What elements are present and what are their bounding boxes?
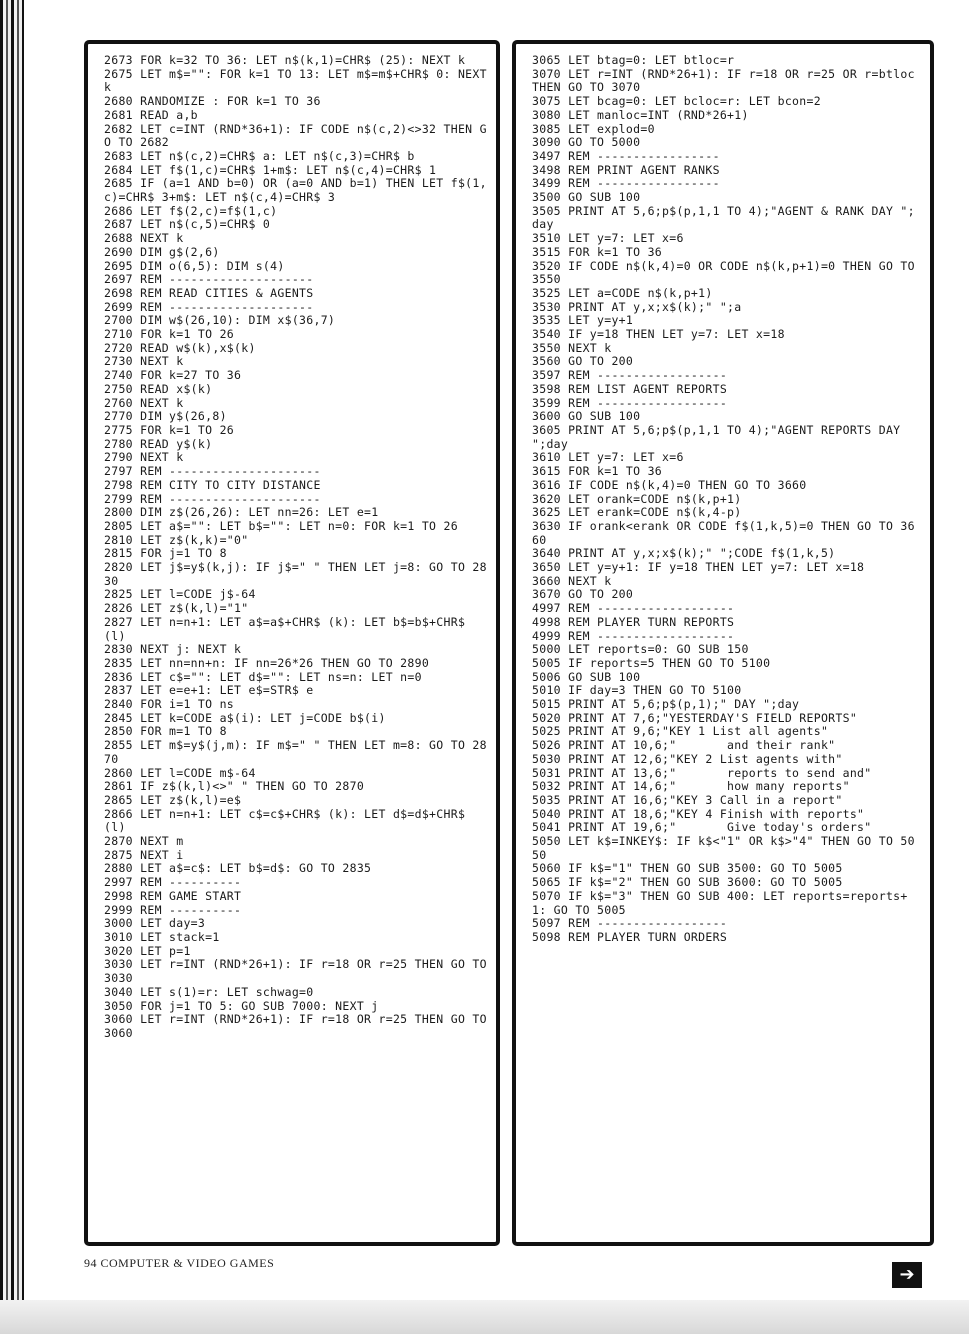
page-binding-edge xyxy=(0,0,24,1334)
page-bottom-edge xyxy=(0,1300,969,1334)
basic-code-left: 2673 FOR k=32 TO 36: LET n$(k,1)=CHR$ (25): NEXT k 2675 LET m$="": FOR k=1 TO 13: LET m$=m$+CHR$ 0: NEXT k 2680 RANDOMIZE : FOR k=1 TO 36 2681 READ a,b 2682 LET c=INT (RND*36+1): IF CODE n$(c,2)<>32 THEN GO TO 2682 2683 LET n$(c,2)=CHR$ a: LET n$(c,3)=CHR$ b 2684 LET f$(1,c)=CHR$ 1+m$: LET n$(c,4)=CHR$ 1 2685 IF (a=1 AND b=0) OR (a=0 AND b=1) THEN LET f$(1,c)=CHR$ 3+m$: LET n$(c,4)=CHR$ 3 2686 LET f$(2,c)=f$(1,c) 2687 LET n$(c,5)=CHR$ 0 2688 NEXT k 2690 DIM g$(2,6) 2695 DIM o(6,5): DIM s(4) 2697 REM -------------------- 2698 REM READ CITIES & AGENTS 2699 REM -------------------- 2700 DIM w$(26,10): DIM x$(36,7) 2710 FOR k=1 TO 26 2720 READ w$(k),x$(k) 2730 NEXT k 2740 FOR k=27 TO 36 2750 READ x$(k) 2760 NEXT k 2770 DIM y$(26,8) 2775 FOR k=1 TO 26 2780 READ y$(k) 2790 NEXT k 2797 REM --------------------- 2798 REM CITY TO CITY DISTANCE 2799 REM --------------------- 2800 DIM z$(26,26): LET nn=26: LET e=1 2805 LET a$="": LET b$="": LET n=0: FOR k=1 TO 26 2810 LET z$(k,k)="0" 2815 FOR j=1 TO 8 2820 LET j$=y$(k,j): IF j$=" " THEN LET j=8: GO TO 2830 2825 LET l=CODE j$-64 2826 LET z$(k,l)="1" 2827 LET n=n+1: LET a$=a$+CHR$ (k): LET b$=b$+CHR$ (l) 2830 NEXT j: NEXT k 2835 LET nn=nn+n: IF nn=26*26 THEN GO TO 2890 2836 LET c$="": LET d$="": LET ns=n: LET n=0 2837 LET e=e+1: LET e$=STR$ e 2840 FOR i=1 TO ns 2845 LET k=CODE a$(i): LET j=CODE b$(i) 2850 FOR m=1 TO 8 2855 LET m$=y$(j,m): IF m$=" " THEN LET m=8: GO TO 2870 2860 LET l=CODE m$-64 2861 IF z$(k,l)<>" " THEN GO TO 2870 2865 LET z$(k,l)=e$ 2866 LET n=n+1: LET c$=c$+CHR$ (k): LET d$=d$+CHR$ (l) 2870 NEXT m 2875 NEXT i 2880 LET a$=c$: LET b$=d$: GO TO 2835 2997 REM ---------- 2998 REM GAME START 2999 REM ---------- 3000 LET day=3 3010 LET stack=1 3020 LET p=1 3030 LET r=INT (RND*26+1): IF r=18 OR r=25 THEN GO TO 3030 3040 LET s(1)=r: LET schwag=0 3050 FOR j=1 TO 5: GO SUB 7000: NEXT j 3060 LET r=INT (RND*26+1): IF r=18 OR r=25 THEN GO TO 3060 xyxy=(104,53,487,1040)
next-page-arrow-icon: ➔ xyxy=(892,1262,922,1288)
listing-column-left xyxy=(84,40,500,1246)
listing-column-right xyxy=(512,40,934,1246)
basic-code-right: 3065 LET btag=0: LET btloc=r 3070 LET r=INT (RND*26+1): IF r=18 OR r=25 OR r=btloc THEN GO TO 3070 3075 LET bcag=0: LET bcloc=r: LET bcon=2 3080 LET manloc=INT (RND*26+1) 3085 LET explod=0 3090 GO TO 5000 3497 REM ----------------- 3498 REM PRINT AGENT RANKS 3499 REM ----------------- 3500 GO SUB 100 3505 PRINT AT 5,6;p$(p,1,1 TO 4);"AGENT & RANK DAY ";day 3510 LET y=7: LET x=6 3515 FOR k=1 TO 36 3520 IF CODE n$(k,4)=0 OR CODE n$(k,p+1)=0 THEN GO TO 3550 3525 LET a=CODE n$(k,p+1) 3530 PRINT AT y,x;x$(k);" ";a 3535 LET y=y+1 3540 IF y=18 THEN LET y=7: LET x=18 3550 NEXT k 3560 GO TO 200 3597 REM ------------------ 3598 REM LIST AGENT REPORTS 3599 REM ------------------ 3600 GO SUB 100 3605 PRINT AT 5,6;p$(p,1,1 TO 4);"AGENT REPORTS DAY ";day 3610 LET y=7: LET x=6 3615 FOR k=1 TO 36 3616 IF CODE n$(k,4)=0 THEN GO TO 3660 3620 LET orank=CODE n$(k,p+1) 3625 LET erank=CODE n$(k,4-p) 3630 IF orank<erank OR CODE f$(1,k,5)=0 THEN GO TO 3660 3640 PRINT AT y,x;x$(k);" ";CODE f$(1,k,5) 3650 LET y=y+1: IF y=18 THEN LET y=7: LET x=18 3660 NEXT k 3670 GO TO 200 4997 REM ------------------- 4998 REM PLAYER TURN REPORTS 4999 REM ------------------- 5000 LET reports=0: GO SUB 150 5005 IF reports=5 THEN GO TO 5100 5006 GO SUB 100 5010 IF day=3 THEN GO TO 5100 5015 PRINT AT 5,6;p$(p,1);" DAY ";day 5020 PRINT AT 7,6;"YESTERDAY'S FIELD REPORTS" 5025 PRINT AT 9,6;"KEY 1 List all agents" 5026 PRINT AT 10,6;" and their rank" 5030 PRINT AT 12,6;"KEY 2 List agents with" 5031 PRINT AT 13,6;" reports to send and" 5032 PRINT AT 14,6;" how many reports" 5035 PRINT AT 16,6;"KEY 3 Call in a report" 5040 PRINT AT 18,6;"KEY 4 Finish with reports" 5041 PRINT AT 19,6;" Give today's orders" 5050 LET k$=INKEY$: IF k$<"1" OR k$>"4" THEN GO TO 5050 5060 IF k$="1" THEN GO SUB 3500: GO TO 5005 5065 IF k$="2" THEN GO SUB 3600: GO TO 5005 5070 IF k$="3" THEN GO SUB 400: LET reports=reports+1: GO TO 5005 5097 REM ------------------ 5098 REM PLAYER TURN ORDERS xyxy=(532,53,915,944)
page-footer: 94 COMPUTER & VIDEO GAMES xyxy=(84,1256,275,1270)
